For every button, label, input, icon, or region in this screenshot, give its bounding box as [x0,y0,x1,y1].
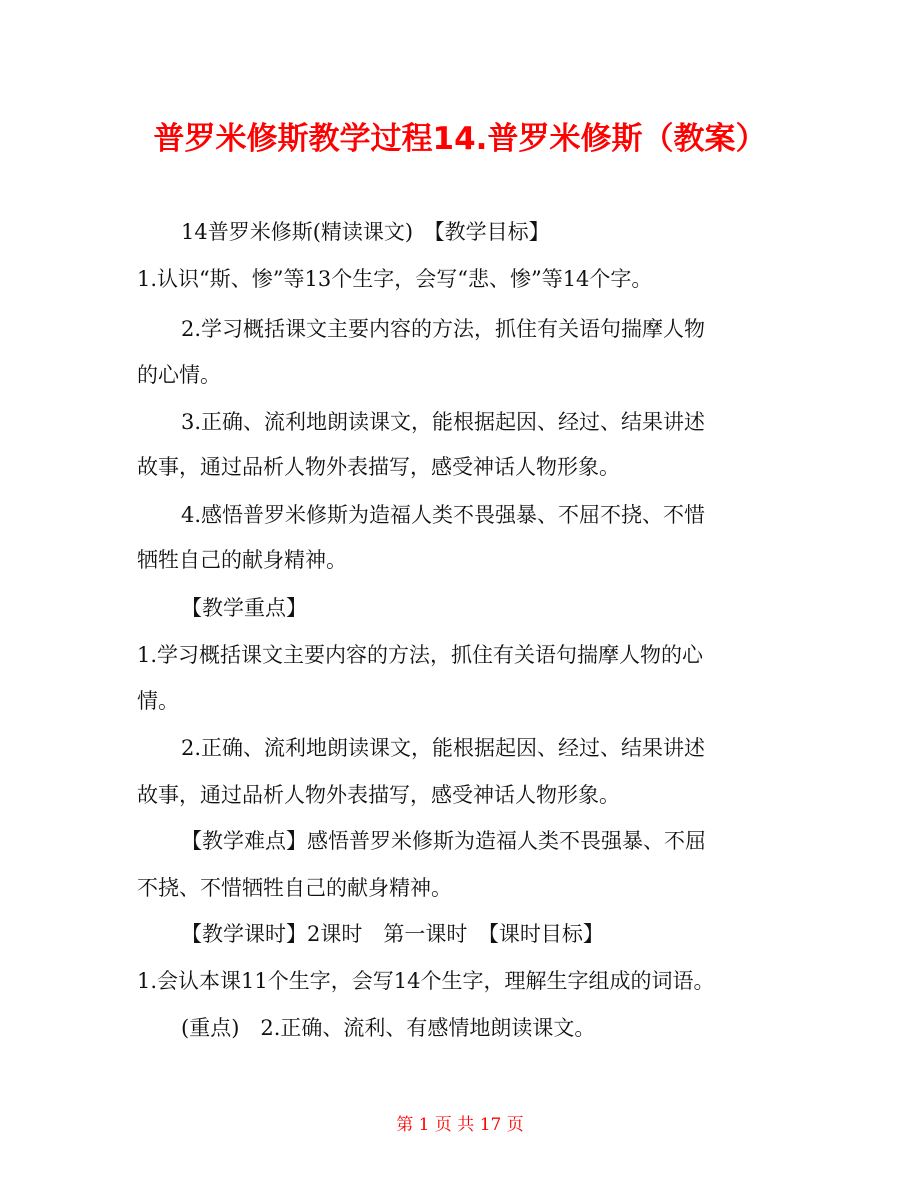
paragraph-line: 不挠、不惜牺牲自己的献身精神。 [137,876,452,900]
paragraph-line: 1.学习概括课文主要内容的方法，抓住有关语句揣摩人物的心 [137,643,704,667]
paragraph-line: 情。 [137,689,179,713]
paragraph-line: 3.正确、流利地朗读课文，能根据起因、经过、结果讲述 [181,410,706,434]
paragraph-line: 【教学课时】2课时 第一课时 【课时目标】 [181,922,604,946]
paragraph-line: 故事，通过品析人物外表描写，感受神话人物形象。 [137,783,620,807]
paragraph-line: 【教学难点】感悟普罗米修斯为造福人类不畏强暴、不屈 [181,829,706,853]
document-title: 普罗米修斯教学过程14.普罗米修斯（教案） [153,121,767,157]
paragraph-line: (重点) 2.正确、流利、有感情地朗读课文。 [181,1016,596,1040]
paragraph-line: 牺牲自己的献身精神。 [137,548,347,572]
paragraph-line: 故事，通过品析人物外表描写，感受神话人物形象。 [137,455,620,479]
paragraph-line: 的心情。 [137,363,221,387]
page-footer: 第 1 页 共 17 页 [396,1115,524,1135]
paragraph-line: 1.会认本课11个生字，会写14个生字，理解生字组成的词语。 [137,969,715,993]
paragraph-line: 4.感悟普罗米修斯为造福人类不畏强暴、不屈不挠、不惜 [181,503,706,527]
paragraph-line: 2.正确、流利地朗读课文，能根据起因、经过、结果讲述 [181,736,706,760]
paragraph-line: 1.认识“斯、惨”等13个生字，会写“悲、惨”等14个字。 [137,267,653,291]
paragraph-line: 2.学习概括课文主要内容的方法，抓住有关语句揣摩人物 [181,317,706,341]
paragraph-line: 14普罗米修斯(精读课文) 【教学目标】 [181,220,550,244]
section-heading: 【教学重点】 [181,596,307,620]
